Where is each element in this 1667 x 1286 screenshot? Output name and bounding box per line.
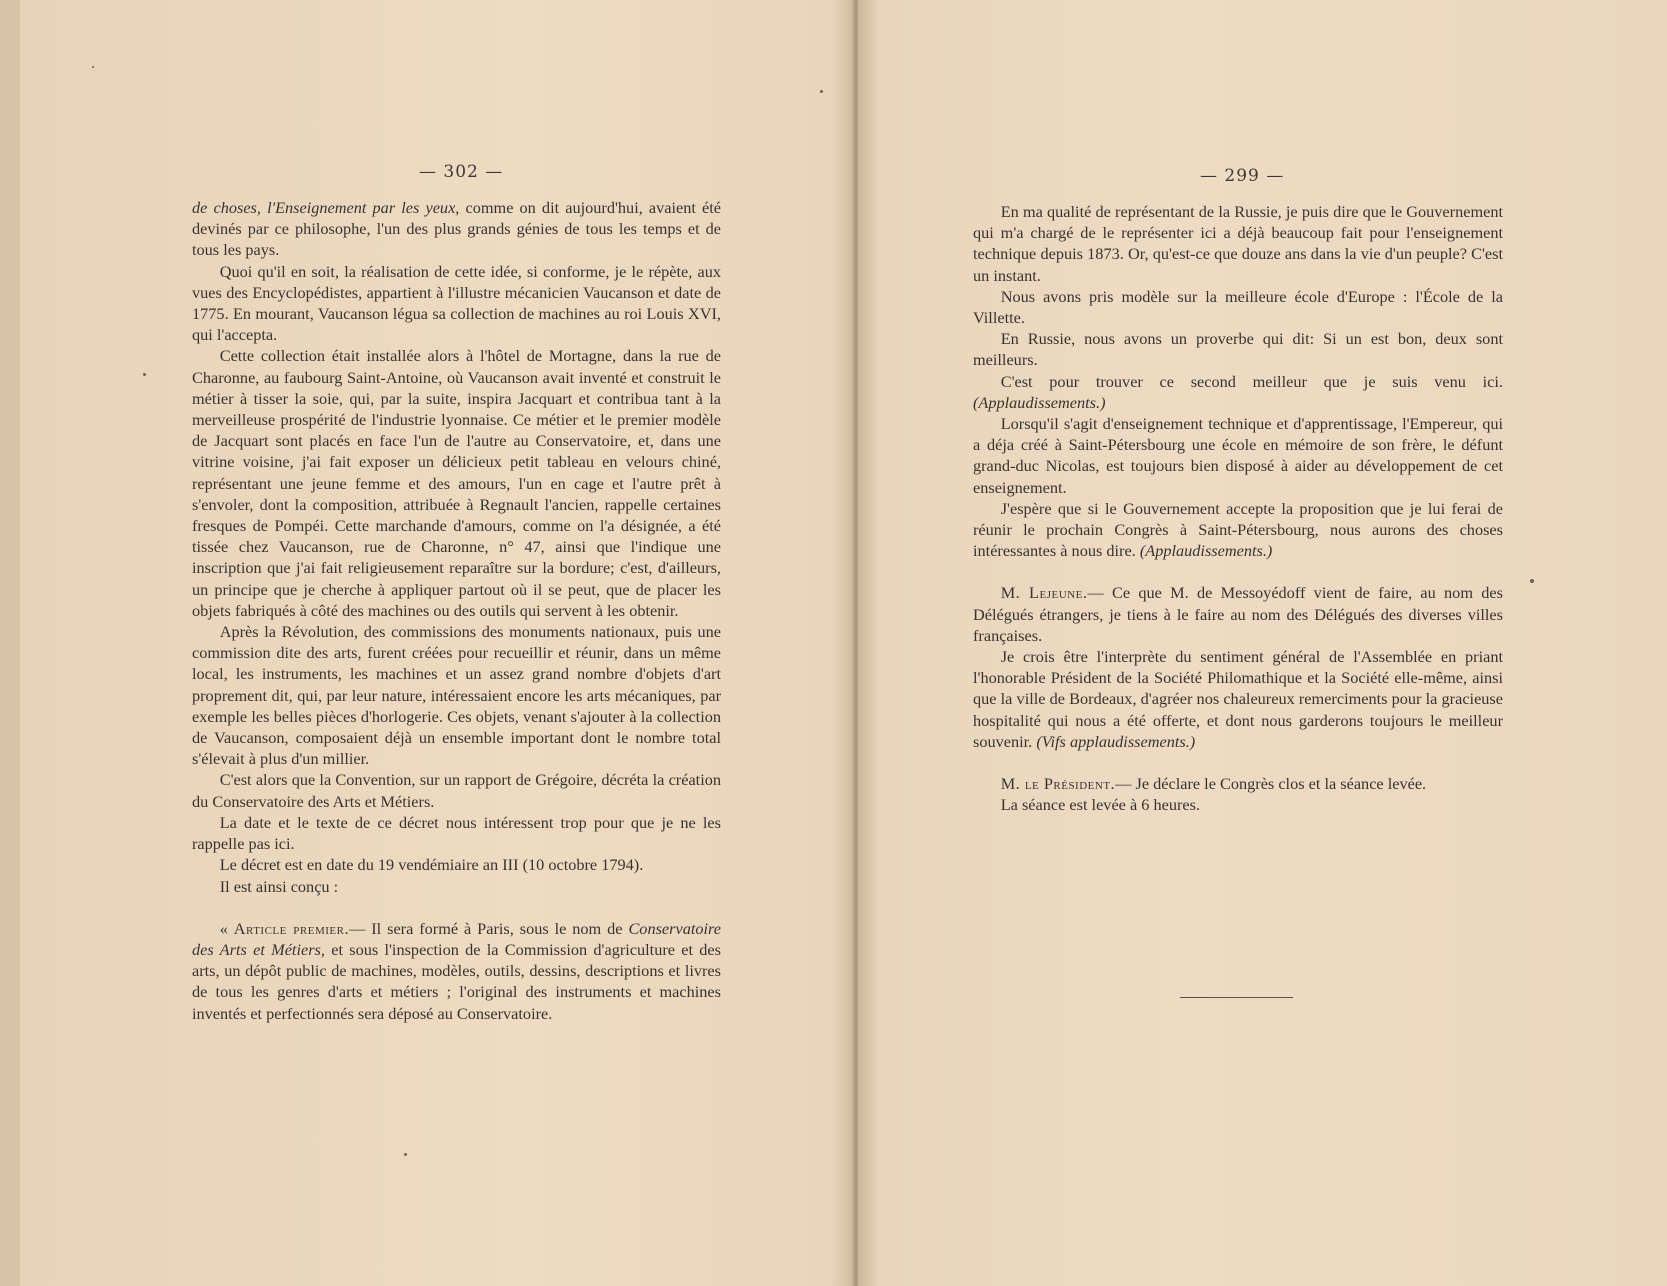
paper-speck (92, 66, 94, 68)
paragraph: Cette collection était installée alors à l'hôtel de Mortagne, dans la rue de Charonne, au faubourg Saint-Antoine, où Vaucanson avait inventé et construit le métier à tisser la soie, qui, par la suite, inspira Jacquart et contribua tant à la merveilleuse prospérité de l'industrie lyonnaise. Ce métier et le premier modèle de Jacquart sont placés en face l'un de l'autre au Conservatoire, et, dans une vitrine voisine, j'ai fait exposer un délicieux petit tableau en velours chiné, représentant une jeune femme et des amours, l'un en cage et l'autre prêt à s'envoler, dont la composition, attribuée à Regnault l'ancien, rappelle certaines fresques de Pompéi. Cette marchande d'amours, comme on l'a désignée, a été tissée chez Vaucanson, rue de Charonne, n° 47, ainsi que l'indique une inscription que j'ai fait religieusement reparaître sur la bordure; c'est, d'ailleurs, un principe que je cherche à appliquer partout où il se peut, que de placer les objets fabriqués à côté des machines ou des outils qui servent à les obtenir. (192, 346, 721, 620)
article-label: Article premier. (233, 918, 350, 938)
paragraph (973, 646, 1503, 752)
paragraph: La séance est levée à 6 heures. (1000, 795, 1201, 815)
paragraph-text: — Ce que M. de Messoyédoff vient de faire, au nom des Délégués étrangers, je tiens à le faire au nom des Délégués des diverses villes françaises. (973, 583, 1503, 645)
italic-lead: de choses, l'Enseignement par les yeux, (192, 198, 460, 217)
paragraph: Il est ainsi conçu : (219, 876, 339, 896)
paragraph: Après la Révolution, des commissions des monuments nationaux, puis une commission dite des arts, furent créées pour recueillir et réunir, dans un même local, les instruments, les machines et un assez grand nombre d'objets d'art proprement dit, qui, par leur nature, intéressaient encore les arts mécaniques, par exemple les belles pièces d'horlogerie. Ces objets, venant s'ajouter à la collection de Vaucanson, composaient déjà un ensemble important dont le nombre total s'élevait à plus d'un millier. (192, 622, 721, 769)
speaker-name: M. Lejeune. (1000, 583, 1088, 603)
page-edge-left (0, 0, 20, 1286)
open-quote: « (219, 918, 234, 938)
closing-rule (1180, 997, 1293, 998)
paragraph-text: comme on dit aujourd'hui, avaient été devinés par ce philosophe, l'un des plus grands génies de tous les temps et de tous les pays. (192, 198, 722, 260)
article-text: — Il sera formé à Paris, sous le nom de (349, 918, 629, 938)
left-page-number: — 302 — (419, 162, 504, 182)
right-page-text (973, 201, 1503, 815)
paragraph: Le décret est en date du 19 vendémiaire an III (10 octobre 1794). (219, 855, 644, 875)
paragraph: C'est alors que la Convention, sur un rapport de Grégoire, décréta la création du Conservatoire des Arts et Métiers. (192, 770, 721, 811)
paragraph: En ma qualité de représentant de la Russie, je puis dire que le Gouvernement qui m'a chargé de le représenter ici a déjà beaucoup fait pour l'enseignement technique depuis 1873. Or, qu'est-ce que douze ans dans la vie d'un peuple? C'est un instant. (973, 202, 1503, 285)
right-page-number: — 299 — (1200, 166, 1285, 186)
speaker-name: M. le Président. (1000, 774, 1116, 794)
paper-speck (1530, 579, 1534, 583)
applause-note: (Applaudissements.) (973, 392, 1106, 412)
paper-speck (820, 90, 823, 93)
applause-note: (Applaudissements.) (1139, 541, 1273, 561)
applause-note: (Vifs applaudissements.) (1036, 731, 1196, 751)
paragraph (973, 371, 1503, 413)
paragraph: Quoi qu'il en soit, la réalisation de cette idée, si conforme, je le répète, aux vues des Encyclopédistes, appartient à l'illustre mécanicien Vaucanson et date de 1775. En mourant, Vaucanson légua sa collection de machines au roi Louis XVI, qui l'accepta. (192, 261, 721, 345)
paper-speck (404, 1153, 407, 1156)
article-paragraph (192, 918, 721, 1024)
speech-president (973, 773, 1503, 794)
paragraph-text: J'espère que si le Gouvernement accepte la proposition que je lui ferai de réunir le prochain Congrès à Saint-Pétersbourg, nous aurons des choses intéressantes à nous dire. (973, 498, 1503, 561)
paper-speck (143, 373, 146, 376)
paragraph-text: C'est pour trouver ce second meilleur que je suis venu ici. (1000, 371, 1503, 391)
paragraph-text: Je crois être l'interprète du sentiment général de l'Assemblée en priant l'honorable Président de la Société Philomathique et la Société elle-même, ainsi que la ville de Bordeaux, d'agréer nos chaleureux remerciments pour la gracieuse hospitalité qui nous a été offerte, et dont nous garderons toujours le meilleur souvenir. (973, 647, 1503, 751)
speech-lejeune (973, 582, 1503, 646)
paragraph-text: — Je déclare le Congrès clos et la séance levée. (1115, 774, 1427, 794)
paragraph (973, 498, 1503, 562)
paragraph: La date et le texte de ce décret nous intéressent trop pour que je ne les rappelle pas ici. (192, 812, 721, 854)
left-page-text (192, 197, 721, 1024)
paragraph-continued (192, 197, 721, 261)
book-gutter (852, 0, 860, 1286)
article-text-end: et sous l'inspection de la Commission d'agriculture et des arts, un dépôt public de machines, modèles, outils, dessins, descriptions et livres de tous les genres d'arts et métiers ; l'original des instruments et machines inventés et perfectionnés sera déposé au Conservatoire. (192, 939, 721, 1023)
article-italic: Conservatoire des Arts et Métiers, (192, 918, 721, 959)
paragraph: Lorsqu'il s'agit d'enseignement technique et d'apprentissage, l'Empereur, qui a déja créé à Saint-Pétersbourg une école en mémoire de son frère, le défunt grand-duc Nicolas, est toujours bien disposé à aider au développement de cet enseignement. (973, 414, 1503, 497)
paragraph: En Russie, nous avons un proverbe qui dit: Si un est bon, deux sont meilleurs. (973, 329, 1503, 370)
paragraph: Nous avons pris modèle sur la meilleure école d'Europe : l'École de la Villette. (973, 286, 1503, 328)
